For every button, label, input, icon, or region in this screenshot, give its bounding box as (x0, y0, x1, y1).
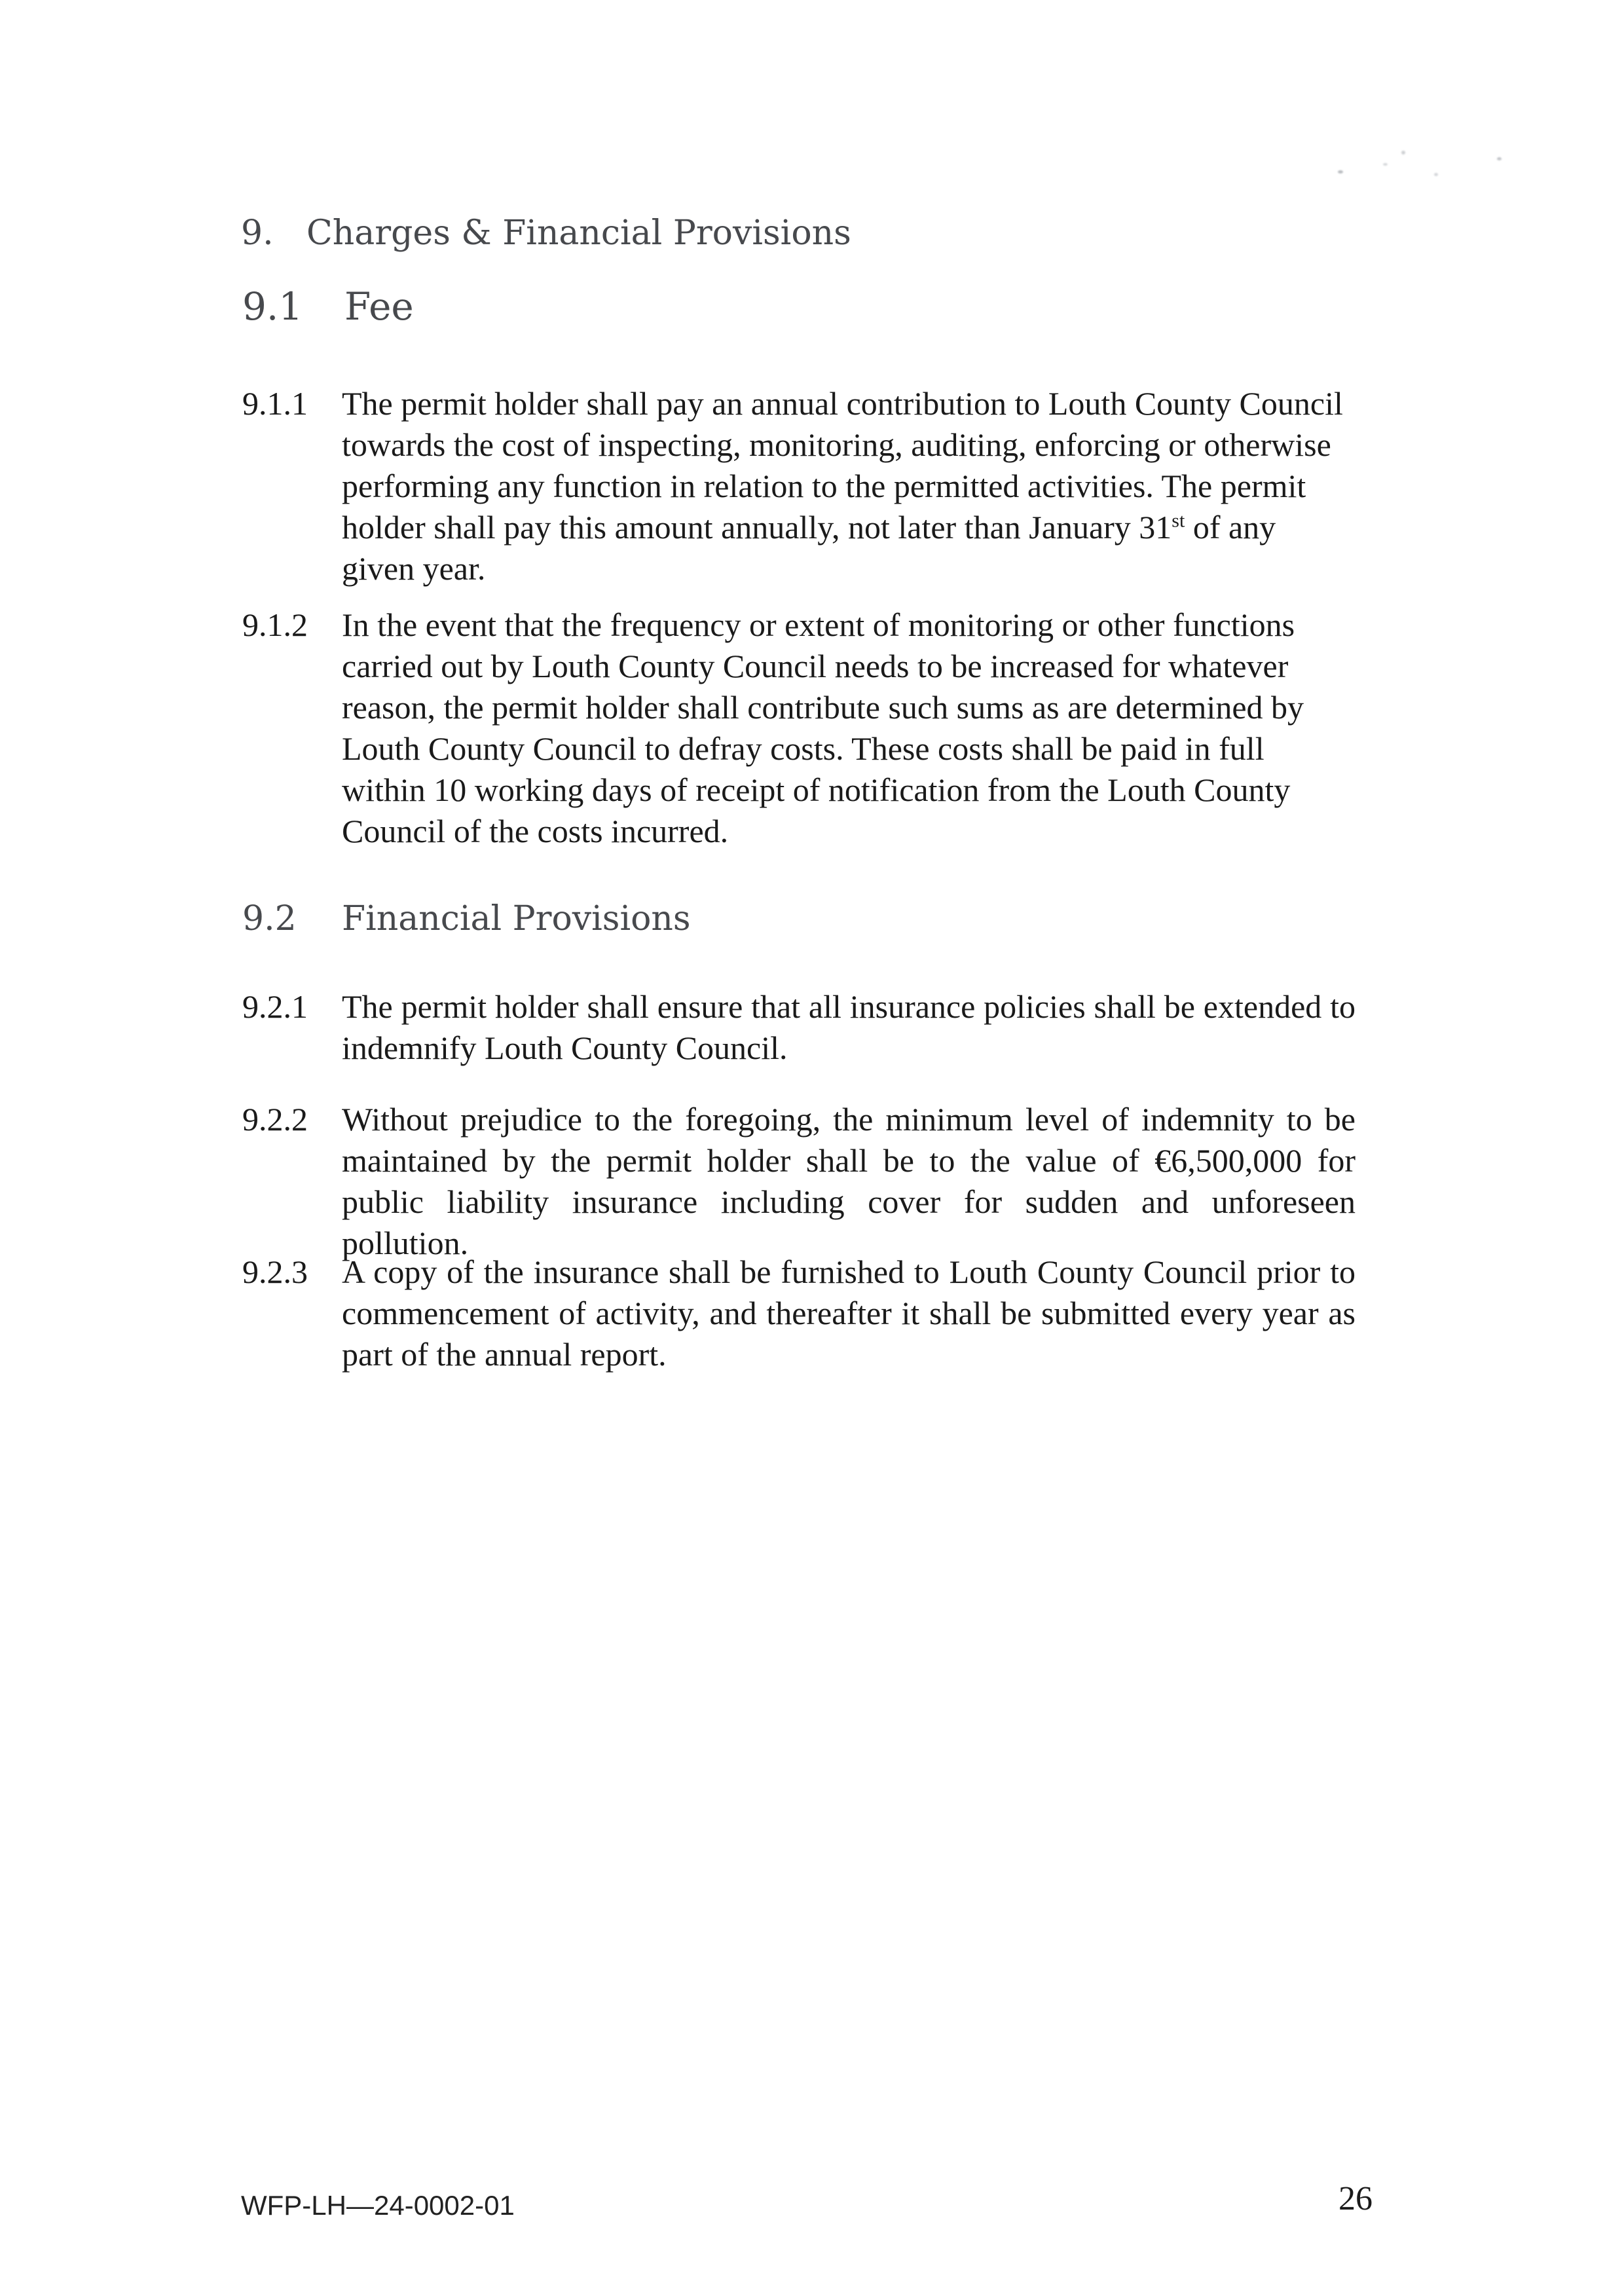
subsection-heading-fee (242, 284, 414, 329)
subsection-number: 9.2 (242, 899, 297, 938)
subsection-title: Financial Provisions (342, 899, 691, 938)
clause-text: The permit holder shall ensure that all insurance policies shall be extended to indemnify Louth County Council. (342, 988, 1356, 1066)
clause-number: 9.1.1 (242, 385, 308, 422)
scan-artifact (1338, 170, 1343, 174)
clause-text-segment: of any given year. (342, 509, 1276, 587)
clause-9-1-2 (242, 604, 1356, 852)
clause-number: 9.2.3 (242, 1253, 308, 1290)
clause-number: 9.2.1 (242, 988, 308, 1025)
clause-text: In the event that the frequency or extent of monitoring or other functions carried out by Louth County Council needs to be increased for whatever reason, the permit holder shall contribute such sums as are determined by Louth County Council to defray costs. These costs shall be paid in full within 10 working days of receipt of notification from the Louth County Council of the costs incurred. (342, 606, 1304, 849)
subsection-heading-financial (242, 899, 691, 938)
clause-text: A copy of the insurance shall be furnished to Louth County Council prior to commencement of activity, and thereafter it shall be submitted every year as part of the annual report. (342, 1253, 1356, 1373)
clause-9-2-1 (242, 986, 1356, 1069)
section-number: 9. (241, 213, 274, 253)
clause-text-segment: The permit holder shall pay an annual contribution to Louth County Council towards the cost of inspecting, monitoring, auditing, enforcing or otherwise performing any function in relation to the permitted activities. The permit holder shall pay this amount annually, not later than January 31 (342, 385, 1343, 546)
scan-artifact (1401, 151, 1405, 155)
clause-number: 9.1.2 (242, 606, 308, 643)
scan-artifact (1434, 173, 1438, 176)
clause-number: 9.2.2 (242, 1101, 308, 1138)
page-number: 26 (1338, 2180, 1373, 2217)
scan-artifact (1383, 163, 1388, 166)
clause-9-2-3 (242, 1251, 1356, 1375)
subsection-title: Fee (344, 284, 414, 329)
clause-9-1-1 (242, 383, 1356, 589)
clause-text (342, 383, 1356, 589)
scan-artifact (1497, 157, 1502, 160)
ordinal-superscript: st (1172, 509, 1185, 532)
permit-reference-code: WFP-LH—24-0002-01 (241, 2190, 515, 2221)
clause-9-2-2 (242, 1099, 1356, 1264)
subsection-number: 9.1 (242, 284, 303, 329)
clause-text: Without prejudice to the foregoing, the minimum level of indemnity to be maintained by the permit holder shall be to the value of €6,500,000 for public liability insurance including cover for sudden and unforeseen pollution. (342, 1101, 1356, 1261)
section-title: Charges & Financial Provisions (306, 213, 851, 253)
section-heading (241, 213, 851, 253)
